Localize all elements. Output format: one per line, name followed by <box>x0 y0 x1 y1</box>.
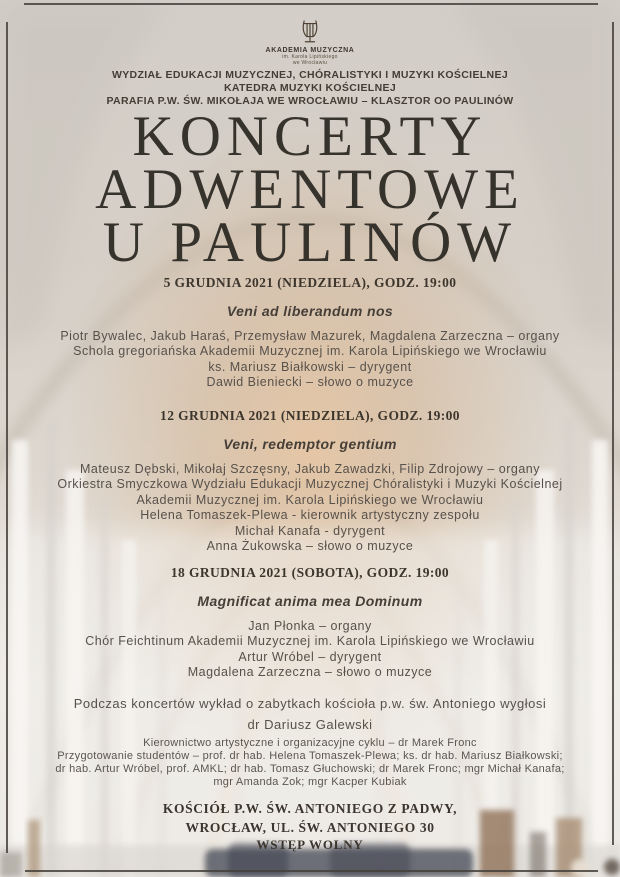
performer-line: ks. Mariusz Białkowski – dyrygent <box>208 359 412 374</box>
title-line-1: KONCERTY <box>132 105 488 168</box>
performer-line: Orkiestra Smyczkowa Wydziału Edukacji Muzycznej Chóralistyki i Muzyki Kościelnej <box>57 477 563 492</box>
performer-line: Mateusz Dębski, Mikołaj Szczęsny, Jakub Zawadzki, Filip Zdrojowy – organy <box>79 462 541 476</box>
concert-1-performers <box>12 329 608 391</box>
frame-line-right <box>612 22 614 845</box>
concert-section-3 <box>12 565 608 681</box>
title-line-2: ADWENTOWE <box>95 158 525 221</box>
organizer-line: KATEDRA MUZYKI KOŚCIELNEJ <box>223 82 397 95</box>
admission-note <box>12 836 608 854</box>
performer-line: Akademii Muzycznej im. Karola Lipińskiego we Wrocławiu <box>136 492 484 507</box>
lecture-note <box>12 693 608 735</box>
performer-line: Dawid Bieniecki – słowo o muzyce <box>206 375 414 390</box>
credit-line: mgr Amanda Zok; mgr Kacper Kubiak <box>213 776 407 788</box>
academy-subline-1: im. Karola Lipińskiego <box>282 54 338 60</box>
performer-line: Anna Żukowska – słowo o muzyce <box>206 539 414 554</box>
performer-line: Piotr Bywalec, Jakub Haraś, Przemysław Mazurek, Magdalena Zarzeczna – organy <box>60 329 560 343</box>
concert-1-date: 5 GRUDNIA 2021 (NIEDZIELA), GODZ. 19:00 <box>163 275 457 290</box>
lyre-icon <box>298 19 322 45</box>
academy-name: AKADEMIA MUZYCZNA <box>265 47 355 54</box>
concert-2-date: 12 GRUDNIA 2021 (NIEDZIELA), GODZ. 19:00 <box>160 408 460 423</box>
organizer-lines <box>12 69 608 109</box>
concert-3-performers <box>12 619 608 681</box>
performer-line: Magdalena Zarzeczna – słowo o muzyce <box>187 665 433 680</box>
performer-line: Chór Feichtinum Akademii Muzycznej im. Karola Lipińskiego we Wrocławiu <box>85 634 535 649</box>
frame-line-bottom <box>25 870 598 872</box>
credits <box>12 737 608 789</box>
concert-2-program-title: Veni, redemptor gentium <box>223 436 397 452</box>
concert-1-program-title: Veni ad liberandum nos <box>226 303 394 319</box>
venue <box>12 800 608 837</box>
organizer-line: WYDZIAŁ EDUKACJI MUZYCZNEJ, CHÓRALISTYKI I MUZYKI KOŚCIELNEJ <box>111 69 509 81</box>
credit-line: dr hab. Artur Wróbel, prof. AMKL; dr hab. Tomasz Głuchowski; dr Marek Fronc; mgr Michał Kanafa; <box>55 763 565 775</box>
concert-2-performers <box>12 462 608 554</box>
performer-line: Jan Płonka – organy <box>248 619 372 633</box>
performer-line: Artur Wróbel – dyrygent <box>238 649 382 664</box>
frame-line-top <box>24 3 598 5</box>
academy-subline-2: we Wrocławiu <box>292 60 328 66</box>
frame-line-left <box>6 22 8 853</box>
concert-3-date: 18 GRUDNIA 2021 (SOBOTA), GODZ. 19:00 <box>170 565 450 580</box>
lecture-note-line: Podczas koncertów wykład o zabytkach kościoła p.w. św. Antoniego wygłosi <box>73 696 547 711</box>
credit-line: Kierownictwo artystyczne i organizacyjne cyklu – dr Marek Fronc <box>143 737 477 749</box>
lecture-note-line: dr Dariusz Galewski <box>247 717 373 732</box>
performer-line: Michał Kanafa - dyrygent <box>234 523 386 538</box>
academy-logo <box>12 19 608 66</box>
organizer-line: PARAFIA P.W. ŚW. MIKOŁAJA WE WROCŁAWIU – KLASZTOR OO PAULINÓW <box>106 95 514 108</box>
venue-line: WROCŁAW, UL. ŚW. ANTONIEGO 30 <box>185 819 435 835</box>
poster-title <box>12 105 608 274</box>
credit-line: Przygotowanie studentów – prof. dr hab. Helena Tomaszek-Plewa; ks. dr hab. Mariusz Białkowski; <box>57 750 563 762</box>
admission-text: WSTĘP WOLNY <box>256 837 364 852</box>
performer-line: Schola gregoriańska Akademii Muzycznej im. Karola Lipińskiego we Wrocławiu <box>73 344 547 359</box>
concert-3-program-title: Magnificat anima mea Dominum <box>197 593 423 609</box>
title-line-3: U PAULINÓW <box>102 211 518 274</box>
venue-line: KOŚCIÓŁ P.W. ŚW. ANTONIEGO Z PADWY, <box>162 801 458 816</box>
concert-section-1 <box>12 275 608 391</box>
concert-section-2 <box>12 408 608 554</box>
performer-line: Helena Tomaszek-Plewa - kierownik artystyczny zespołu <box>140 508 480 523</box>
